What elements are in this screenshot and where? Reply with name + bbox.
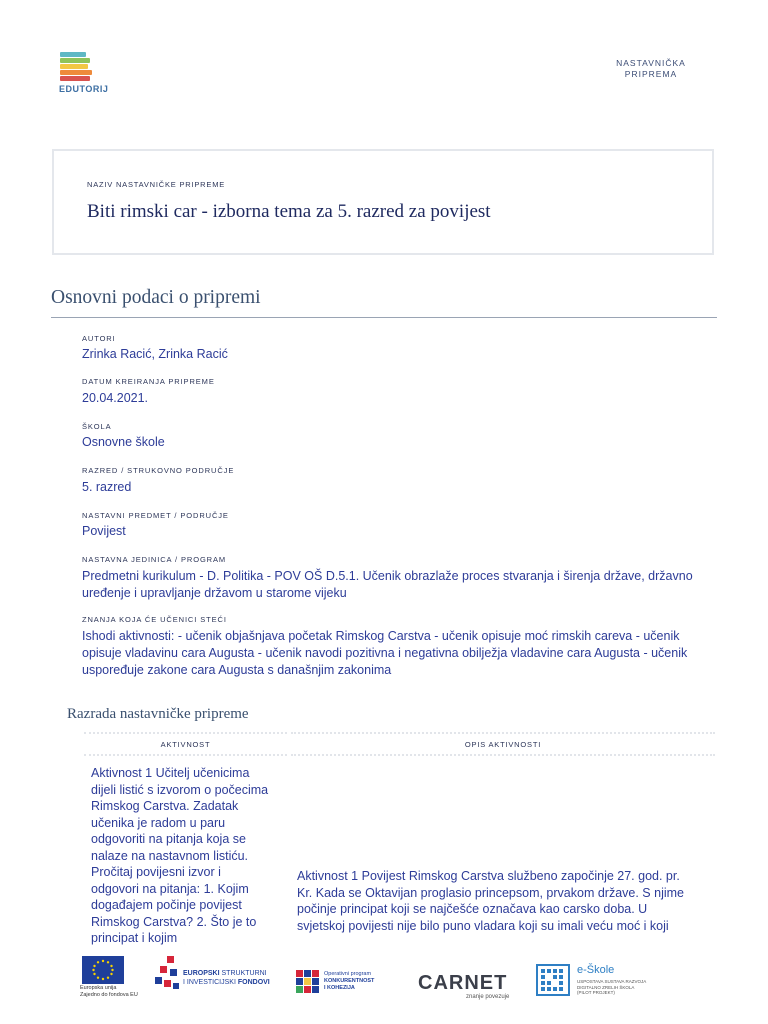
logo-book-red xyxy=(60,76,90,81)
section-divider xyxy=(51,317,717,318)
document-type-line2: PRIPREMA xyxy=(624,69,678,79)
op-caption xyxy=(324,971,374,992)
column-header-aktivnost: AKTIVNOST xyxy=(84,732,287,756)
field-label-znanja: ZNANJA KOJA ĆE UČENICI STEĆI xyxy=(82,615,227,624)
esif-word-europski: EUROPSKI xyxy=(183,970,222,977)
section-title: Osnovni podaci o pripremi xyxy=(51,287,261,308)
logo-book-green xyxy=(60,58,90,63)
esif-caption-line1 xyxy=(183,969,270,978)
page-title: Biti rimski car - izborna tema za 5. razred za povijest xyxy=(87,201,491,222)
edutorij-logo xyxy=(56,50,109,96)
field-value-predmet: Povijest xyxy=(82,524,126,538)
esif-caption xyxy=(183,969,270,987)
document-type xyxy=(611,58,691,80)
eu-caption-line2: Zajedno do fondova EU xyxy=(80,991,138,998)
column-header-opis: OPIS AKTIVNOSTI xyxy=(291,732,715,756)
eu-flag-icon xyxy=(82,956,124,984)
description-cell: Aktivnost 1 Povijest Rimskog Carstva službeno započinje 27. god. pr. Kr. Kada se Oktavijan proglasio princepsom, prvakom države. S njime počinje principat koji se najčešće označava kao carsko doba. U svjetskoj povijesti nije bilo puno vladara koji su imali veću moć i koji xyxy=(297,869,684,933)
document-type-line1: NASTAVNIČKA xyxy=(616,58,686,68)
field-value-znanja: Ishodi aktivnosti: - učenik objašnjava početak Rimskog Carstva - učenik opisuje moć rimskih careva - učenik opisuje vladavinu cara Augusta - učenik navodi pozitivna i negativna obilježja vladavine cara Augusta - učenik uspoređuje zakone cara Augusta s današnjim zakonima xyxy=(82,629,688,677)
field-value-jedinica: Predmetni kurikulum - D. Politika - POV OŠ D.5.1. Učenik obrazlaže proces stvaranja i širenja države, državno uređenje i upravljanje državom u starome vijeku xyxy=(82,569,693,600)
logo-book-orange xyxy=(60,70,92,75)
razrada-title: Razrada nastavničke pripreme xyxy=(67,706,249,722)
op-caption-line3: I KOHEZIJA xyxy=(324,985,355,991)
carnet-logo: CARNET xyxy=(418,972,508,994)
eskole-caption-line1: USPOSTAVA SUSTAVA RAZVOJA xyxy=(577,979,647,984)
esif-word-fondovi: FONDOVI xyxy=(237,979,270,986)
field-value-datum: 20.04.2021. xyxy=(82,391,149,405)
esif-word-strukturni: STRUKTURNI xyxy=(221,970,267,977)
title-label: NAZIV NASTAVNIČKE PRIPREME xyxy=(87,180,226,189)
carnet-tagline: znanje povezuje xyxy=(466,994,510,1000)
esif-caption-line2 xyxy=(183,978,270,987)
logo-book-teal xyxy=(60,52,86,57)
op-icon xyxy=(296,970,320,994)
op-caption-line1: Operativni program xyxy=(324,971,372,977)
footer-logos xyxy=(0,948,768,1024)
title-card xyxy=(52,149,714,255)
op-caption-line2: KONKURENTNOST xyxy=(324,978,375,984)
field-label-datum: DATUM KREIRANJA PRIPREME xyxy=(82,377,215,386)
eu-caption xyxy=(80,985,138,998)
eskole-title: e-Škole xyxy=(577,964,615,976)
field-value-autori: Zrinka Racić, Zrinka Racić xyxy=(82,347,228,361)
logo-book-yellow xyxy=(60,64,88,69)
field-label-jedinica: NASTAVNA JEDINICA / PROGRAM xyxy=(82,555,227,564)
logo-text: EDUTORIJ xyxy=(59,84,109,94)
activity-cell: Aktivnost 1 Učitelj učenicima dijeli listić s izvorom o počecima Rimskog Carstva. Zadatak učenika je radom u paru odgovoriti na pitanja koja se nalaze na nastavnom listiću. Pročitaj povijesni izvor i odgovori na pitanja: 1. Kojim događajem počinje povijest Rimskog Carstva? 2. Što je to principat i kojim xyxy=(91,766,269,945)
eu-caption-line1: Europska unija xyxy=(80,985,117,991)
field-label-autori: AUTORI xyxy=(82,334,116,343)
field-value-skola: Osnovne škole xyxy=(82,435,165,449)
esif-word-investicijski: I INVESTICIJSKI xyxy=(183,979,238,986)
field-label-predmet: NASTAVNI PREDMET / PODRUČJE xyxy=(82,511,229,520)
field-label-skola: ŠKOLA xyxy=(82,422,112,431)
eskole-caption-line3: (PILOT PROJEKT) xyxy=(577,990,615,995)
field-label-razred: RAZRED / STRUKOVNO PODRUČJE xyxy=(82,466,235,475)
eskole-caption-line2: DIGITALNO ZRELIH ŠKOLA xyxy=(577,984,635,990)
eskole-caption xyxy=(577,979,646,996)
field-value-razred: 5. razred xyxy=(82,480,132,494)
eskole-icon xyxy=(536,964,570,996)
esif-icon xyxy=(155,956,181,996)
